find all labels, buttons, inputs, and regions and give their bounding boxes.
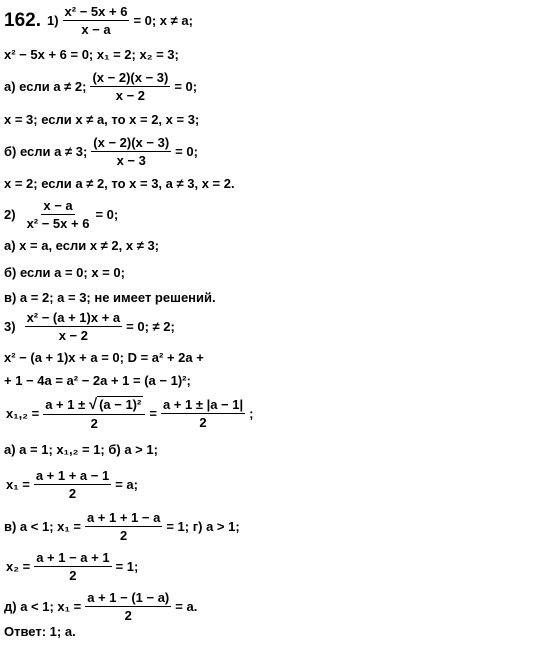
part3-equation-line xyxy=(4,310,175,343)
part2-label: 2) xyxy=(4,207,16,222)
part3-case-d-tail: = a. xyxy=(175,599,198,614)
part3-case-v-prefix: в) a < 1; x₁ = xyxy=(4,519,81,534)
part3-case-v-tail: = 1; г) a > 1; xyxy=(166,519,240,534)
part3-roots-numerator-1 xyxy=(43,396,145,415)
part3-case-d-prefix: д) a < 1; x₁ = xyxy=(4,599,82,614)
part3-x2-numerator: a + 1 − a + 1 xyxy=(36,550,110,565)
part3-discriminant-line-2 xyxy=(4,373,191,388)
part1-equation-fraction xyxy=(63,4,130,37)
part3-roots-tail: ; xyxy=(249,406,254,421)
part3-roots-denominator-1: 2 xyxy=(90,416,98,431)
part3-eq-tail: = 0; ≠ 2; xyxy=(126,319,175,334)
part2-case-c-line xyxy=(4,290,216,305)
part3-roots-fraction-1 xyxy=(43,396,145,431)
part1-case-a-result: x = 3; если x ≠ a, то x = 2, x = 3; xyxy=(4,112,200,127)
part3-roots-radicand: (a − 1)² xyxy=(99,397,142,412)
part1-case-b-line xyxy=(4,135,198,168)
part3-case-v-numerator: a + 1 + 1 − a xyxy=(86,510,161,525)
part3-case-v-line xyxy=(4,510,240,543)
part3-equation-fraction xyxy=(25,310,123,343)
part3-case-v-denominator: 2 xyxy=(120,528,128,543)
part1-case-a-result-line xyxy=(4,112,199,127)
part3-discriminant-line-1 xyxy=(4,350,204,365)
part3-roots-line xyxy=(6,396,253,431)
part1-case-a-fraction xyxy=(90,70,170,103)
answer-text: Ответ: 1; a. xyxy=(4,624,76,639)
part3-label: 3) xyxy=(4,319,16,334)
part1-case-b-numerator: (x − 2)(x − 3) xyxy=(93,135,170,150)
part3-case-a-line xyxy=(4,442,158,457)
part1-case-b-tail: = 0; xyxy=(175,144,198,159)
part1-case-b-result-line xyxy=(4,176,235,191)
part3-x2-line xyxy=(6,550,138,583)
part3-case-v-fraction xyxy=(85,510,162,543)
part1-eq-denominator: x − a xyxy=(81,22,111,37)
part1-case-a-prefix: а) если a ≠ 2; xyxy=(4,79,87,94)
radical-sign: √ xyxy=(88,396,98,413)
part3-x2-tail: = 1; xyxy=(115,559,139,574)
part3-x1-denominator: 2 xyxy=(68,486,77,501)
part3-discriminant-2: + 1 − 4a = a² − 2a + 1 = (a − 1)²; xyxy=(4,373,191,388)
part2-case-a: а) x = a, если x ≠ 2, x ≠ 3; xyxy=(4,238,160,253)
part1-case-b-fraction xyxy=(91,135,171,168)
part3-case-d-fraction xyxy=(85,590,171,623)
answer-line xyxy=(4,624,76,639)
part3-eq-numerator: x² − (a + 1)x + a xyxy=(26,310,121,325)
part3-case-d-numerator: a + 1 − (1 − a) xyxy=(87,590,170,605)
part3-x1-fraction xyxy=(34,468,111,501)
part3-eq-denominator: x − 2 xyxy=(58,328,88,343)
part2-equation-fraction xyxy=(25,198,92,231)
part3-roots-numerator-1-text: a + 1 ± xyxy=(45,397,89,412)
part1-case-a-numerator: (x − 2)(x − 3) xyxy=(92,70,169,85)
problem-number: 162. xyxy=(4,9,41,31)
part3-x1-lhs: x₁ = xyxy=(6,477,30,492)
part3-case-a: а) a = 1; x₁,₂ = 1; б) a > 1; xyxy=(4,442,158,457)
part3-case-d-denominator: 2 xyxy=(124,608,132,623)
part3-roots-numerator-2: a + 1 ± |a − 1| xyxy=(162,397,244,412)
part1-roots-text: x² − 5x + 6 = 0; x₁ = 2; x₂ = 3; xyxy=(4,47,179,62)
part2-case-a-line xyxy=(4,238,159,253)
part3-x1-tail: = a; xyxy=(115,477,138,492)
part2-eq-numerator: x − a xyxy=(43,198,73,213)
part2-case-b-line xyxy=(4,265,125,280)
part2-equation-line xyxy=(4,198,118,231)
part3-roots-fraction-2 xyxy=(161,397,245,430)
part1-eq-numerator: x² − 5x + 6 xyxy=(64,4,128,19)
part1-eq-tail: = 0; x ≠ a; xyxy=(133,13,193,28)
part3-x2-denominator: 2 xyxy=(69,568,77,583)
part1-case-a-denominator: x − 2 xyxy=(115,88,146,103)
part1-case-a-tail: = 0; xyxy=(174,79,198,94)
part3-case-d-line xyxy=(4,590,197,623)
part3-roots-lhs: x₁,₂ = xyxy=(6,406,40,421)
part1-case-b-result: x = 2; если a ≠ 2, то x = 3, a ≠ 3, x = 2. xyxy=(4,176,235,191)
part2-eq-tail: = 0; xyxy=(95,207,119,222)
part1-roots-line xyxy=(4,47,179,62)
part2-eq-denominator: x² − 5x + 6 xyxy=(26,216,90,231)
part1-case-a-line xyxy=(4,70,197,103)
part3-roots-denominator-2: 2 xyxy=(199,415,207,430)
part3-x1-line xyxy=(6,468,138,501)
part3-x1-numerator: a + 1 + a − 1 xyxy=(35,468,110,483)
part2-case-c: в) a = 2; a = 3; не имеет решений. xyxy=(4,290,216,305)
part3-x2-lhs: x₂ = xyxy=(6,559,31,574)
part3-discriminant-1: x² − (a + 1)x + a = 0; D = a² + 2a + xyxy=(4,350,204,365)
part3-x2-fraction xyxy=(34,550,111,583)
part3-roots-equals: = xyxy=(149,406,157,421)
problem-header-line xyxy=(4,4,193,37)
part2-case-b: б) если a = 0; x = 0; xyxy=(4,265,125,280)
part1-case-b-prefix: б) если a ≠ 3; xyxy=(4,144,88,159)
part1-case-b-denominator: x − 3 xyxy=(116,153,146,168)
part1-label: 1) xyxy=(46,13,59,28)
